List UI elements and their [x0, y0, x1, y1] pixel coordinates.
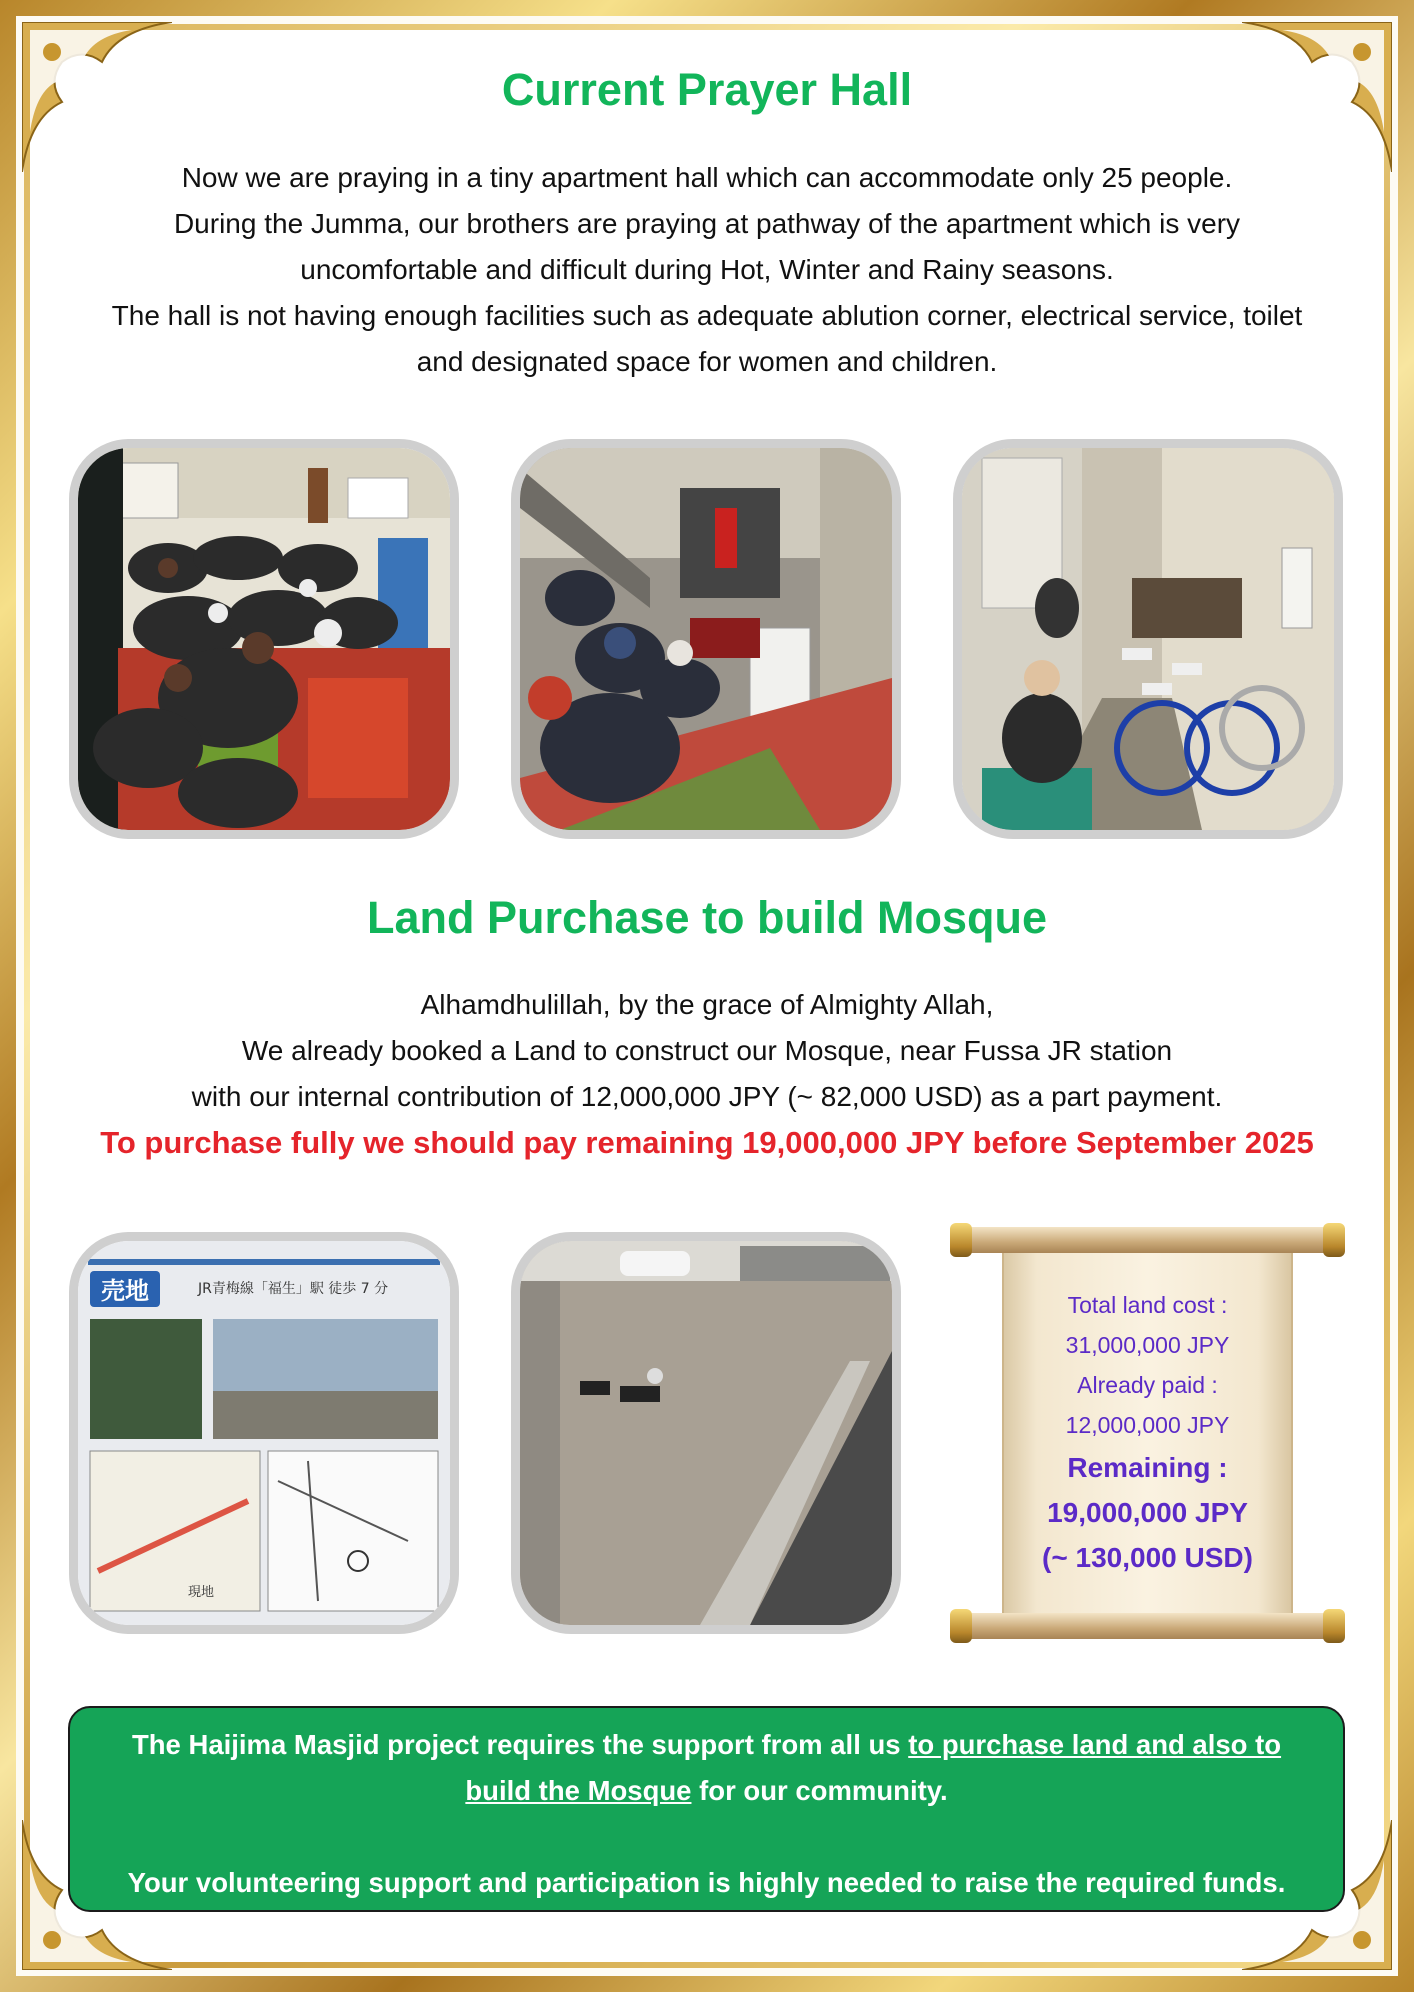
total-cost-label: Total land cost : [1067, 1292, 1228, 1318]
photo-outdoor-corridor [953, 439, 1343, 839]
scroll-knob-icon [1323, 1223, 1345, 1257]
remaining-label: Remaining : [1067, 1452, 1228, 1483]
current-prayer-hall-title: Current Prayer Hall [501, 64, 913, 115]
remaining-value: 19,000,000 JPY [1047, 1497, 1248, 1528]
callout-closing: Your volunteering support and participation is highly needed to raise the required funds. [127, 1867, 1286, 1898]
callout-spacer [70, 1814, 1343, 1860]
scroll-roller-top [952, 1227, 1343, 1253]
callout-text: The Haijima Masjid project requires the support from all us [131, 1729, 909, 1760]
description-line: During the Jumma, our brothers are praying at pathway of the apartment which is very [173, 208, 1241, 239]
callout-text: for our community. [691, 1775, 948, 1806]
scroll-roller-bottom [952, 1613, 1343, 1639]
description-line: The hall is not having enough facilities such as adequate ablution corner, electrical service, toilet [111, 300, 1303, 331]
photo-land-flyer [69, 1232, 459, 1634]
land-purchase-description [60, 982, 1354, 1166]
land-purchase-title: Land Purchase to build Mosque [366, 892, 1048, 943]
description-line: uncomfortable and difficult during Hot, Winter and Rainy seasons. [300, 254, 1114, 285]
description-line: Alhamdhulillah, by the grace of Almighty Allah, [420, 989, 994, 1020]
flyer-badge: 売地 [101, 1277, 149, 1305]
total-cost-value: 31,000,000 JPY [1065, 1332, 1230, 1358]
callout-underlined-text: build the Mosque [465, 1775, 692, 1806]
land-cost-scroll [950, 1225, 1345, 1640]
photo-stairwell-prayer [511, 439, 901, 839]
description-line: We already booked a Land to construct our Mosque, near Fussa JR station [241, 1035, 1173, 1066]
flyer-caption: JR青梅線「福生」駅 徒歩 7 分 [198, 1281, 389, 1297]
land-cost-summary [1002, 1285, 1293, 1580]
already-paid-label: Already paid : [1077, 1372, 1218, 1398]
description-line: with our internal contribution of 12,000,000 JPY (~ 82,000 USD) as a part payment. [191, 1081, 1223, 1112]
remaining-payment-highlight: To purchase fully we should pay remaining 19,000,000 JPY before September 2025 [100, 1125, 1314, 1160]
callout-underlined-text: to purchase land and also to [908, 1729, 1282, 1760]
callout-line [70, 1722, 1343, 1768]
photo-empty-land-lot [511, 1232, 901, 1634]
remaining-usd: (~ 130,000 USD) [1042, 1542, 1253, 1573]
callout-line [70, 1768, 1343, 1814]
flyer-site-marker: 現地 [188, 1585, 215, 1600]
scroll-knob-icon [950, 1223, 972, 1257]
support-callout [68, 1706, 1345, 1912]
prayer-hall-description [60, 155, 1354, 385]
description-line: and designated space for women and children. [416, 346, 998, 377]
scroll-knob-icon [950, 1609, 972, 1643]
photo-indoor-prayer-hall [69, 439, 459, 839]
scroll-knob-icon [1323, 1609, 1345, 1643]
description-line: Now we are praying in a tiny apartment hall which can accommodate only 25 people. [181, 162, 1233, 193]
already-paid-value: 12,000,000 JPY [1065, 1412, 1230, 1438]
